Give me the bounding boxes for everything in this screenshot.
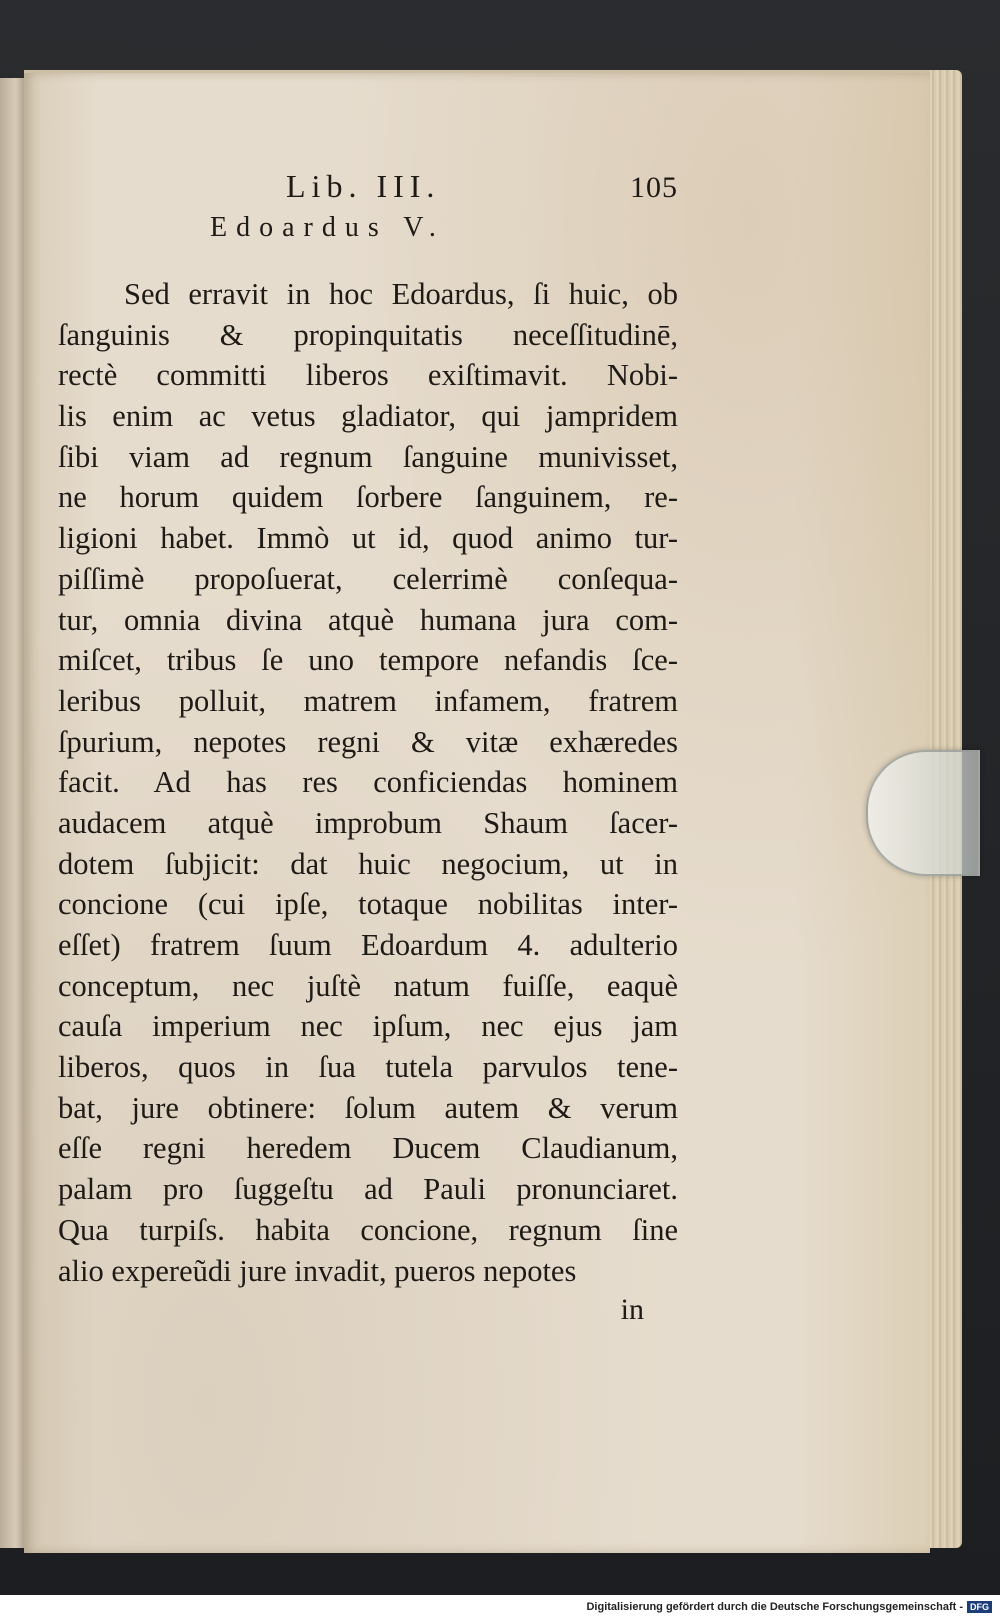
page-clip [866,750,980,876]
text-line: dotem ſubjicit: dat huic negocium, ut in [58,846,678,881]
text-line: tur, omnia divina atquè humana jura com- [58,602,678,637]
text-line: bat, jure obtinere: ſolum autem & verum [58,1090,678,1125]
text-line: facit. Ad has res conficiendas hominem [58,765,678,800]
text-line: cauſa imperium nec ipſum, nec ejus jam [58,1009,678,1044]
text-line: alio expereũdi jure invadit, pueros nepotes [58,1253,577,1288]
page-number: 105 [630,171,678,204]
text-line: palam pro ſuggeſtu ad Pauli pronunciaret. [58,1172,678,1207]
text-line: leribus polluit, matrem infamem, fratrem [58,683,678,718]
running-head [58,168,678,210]
text-line: piſſimè propoſuerat, celerrimè conſequa- [58,561,678,596]
page-text [58,168,678,1327]
digitization-footer [0,1595,1000,1619]
funding-credit: Digitalisierung gefördert durch die Deutsche Forschungsgemeinschaft - [586,1601,963,1613]
text-line: ligioni habet. Immò ut id, quod animo tur- [58,521,678,556]
text-line: ſanguinis & propinquitatis neceſſitudinē, [58,317,678,352]
text-line: ſibi viam ad regnum ſanguine munivisset, [58,439,678,474]
text-line: eſſet) fratrem ſuum Edoardum 4. adulterio [58,928,678,962]
body-text [58,274,678,1291]
text-line: ne horum quidem ſorbere ſanguinem, re- [58,480,678,515]
text-line: liberos, quos in ſua tutela parvulos tene- [58,1050,678,1085]
section-subtitle: Edoardus V. [210,212,445,243]
text-line: Qua turpiſs. habita concione, regnum ſine [58,1212,678,1247]
dfg-logo: DFG [967,1601,992,1613]
text-line: ſpurium, nepotes regni & vitæ exhæredes [58,724,678,759]
text-line: audacem atquè improbum Shaum ſacer- [58,805,678,840]
catchword: in [620,1293,644,1327]
running-title: Lib. III. [286,168,441,204]
text-line: eſſe regni heredem Ducem Claudianum, [58,1131,678,1166]
text-line: Sed erravit in hoc Edoardus, ſi huic, ob [124,277,678,311]
text-line: conceptum, nec juſtè natum fuiſſe, eaquè [58,968,678,1003]
text-line: miſcet, tribus ſe uno tempore nefandis ſce- [58,643,678,678]
text-line: concione (cui ipſe, totaque nobilitas inter- [58,887,678,922]
text-line: lis enim ac vetus gladiator, qui jampridem [58,399,678,434]
text-line: rectè committi liberos exiſtimavit. Nobi- [58,358,678,393]
